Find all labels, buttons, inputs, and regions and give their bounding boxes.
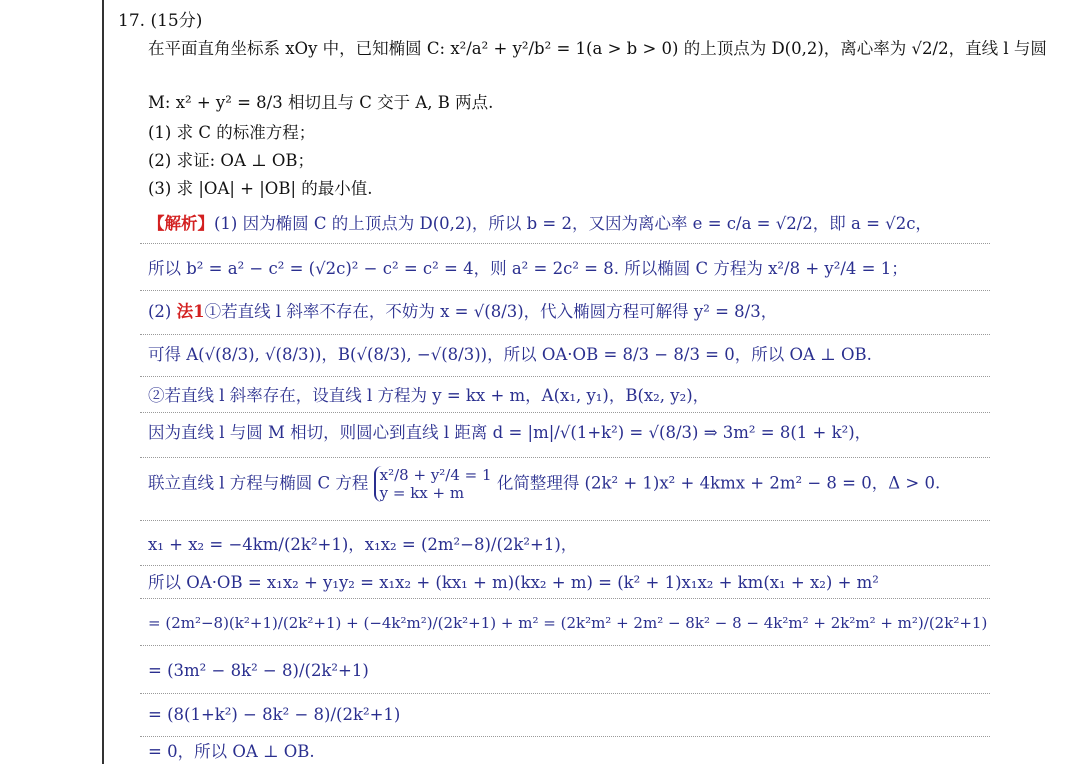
question-1: (1) 求 C 的标准方程； [148,123,316,142]
problem-stem-line-1: 在平面直角坐标系 xOy 中，已知椭圆 C: x²/a² + y²/b² = 1(a > b > 0) 的上顶点为 D(0,2)，离心率为 √2/2，直线 l 与圆 [148,39,1047,58]
solution-line-6: 因为直线 l 与圆 M 相切，则圆心到直线 l 距离 d = |m|/√(1+k²) = √(8/3) ⇒ 3m² = 8(1 + k²)， [148,423,872,442]
solution-line-9: 所以 OA·OB = x₁x₂ + y₁y₂ = x₁x₂ + (kx₁ + m)(kx₂ + m) = (k² + 1)x₁x₂ + km(x₁ + x₂) + m² [148,573,879,592]
solution-line-2: 所以 b² = a² − c² = (√2c)² − c² = c² = 4，则 a² = 2c² = 8. 所以椭圆 C 方程为 x²/8 + y²/4 = 1； [148,259,908,278]
solution-line-3 [148,301,777,323]
dotted-rule [140,243,990,244]
system-eq-2: y = kx + m [379,484,465,502]
dotted-rule [140,376,990,377]
solution-line-11: = (3m² − 8k² − 8)/(2k²+1) [148,661,369,680]
dotted-rule [140,457,990,458]
solution-text-1: (1) 因为椭圆 C 的上顶点为 D(0,2)，所以 b = 2，又因为离心率 e = c/a = √2/2，即 a = √2c， [214,214,932,233]
solution-line-4: 可得 A(√(8/3), √(8/3))，B(√(8/3), −√(8/3))，所以 OA·OB = 8/3 − 8/3 = 0，所以 OA ⊥ OB. [148,345,872,364]
dotted-rule [140,598,990,599]
method-1-label: 法1 [176,302,205,321]
solution-line-7 [148,466,940,502]
question-2: (2) 求证: OA ⊥ OB； [148,151,315,170]
dotted-rule [140,565,990,566]
dotted-rule [140,290,990,291]
problem-stem-line-2: M: x² + y² = 8/3 相切且与 C 交于 A, B 两点. [148,93,494,112]
dotted-rule [140,334,990,335]
dotted-rule [140,693,990,694]
dotted-rule [140,736,990,737]
equation-system [374,466,492,502]
dotted-rule [140,645,990,646]
solution-text-7a: 联立直线 l 方程与椭圆 C 方程 [148,473,369,493]
dotted-rule [140,520,990,521]
solution-text-3: ①若直线 l 斜率不存在，不妨为 x = √(8/3)，代入椭圆方程可解得 y² = 8/3， [204,302,778,321]
dotted-rule [140,412,990,413]
solution-line-10: = (2m²−8)(k²+1)/(2k²+1) + (−4k²m²)/(2k²+1) + m² = (2k²m² + 2m² − 8k² − 8 − 4k²m² + 2k²m² + m²)/(2k²+1) [148,614,988,632]
solution-text-7b: 化简整理得 (2k² + 1)x² + 4kmx + 2m² − 8 = 0，Δ > 0. [496,473,941,493]
solution-tag: 【解析】 [148,214,214,233]
part-2-label: (2) [148,302,172,321]
worksheet-page [102,0,1080,764]
solution-line-13: = 0，所以 OA ⊥ OB. [148,742,315,761]
problem-number: 17. (15分) [118,11,203,31]
solution-line-1 [148,213,932,235]
question-3: (3) 求 |OA| + |OB| 的最小值. [148,179,373,198]
solution-line-8: x₁ + x₂ = −4km/(2k²+1)，x₁x₂ = (2m²−8)/(2k²+1)， [148,535,578,554]
system-eq-1: x²/8 + y²/4 = 1 [379,466,492,484]
solution-line-5: ②若直线 l 斜率存在，设直线 l 方程为 y = kx + m，A(x₁, y₁)，B(x₂, y₂)， [148,386,710,405]
solution-line-12: = (8(1+k²) − 8k² − 8)/(2k²+1) [148,705,401,724]
